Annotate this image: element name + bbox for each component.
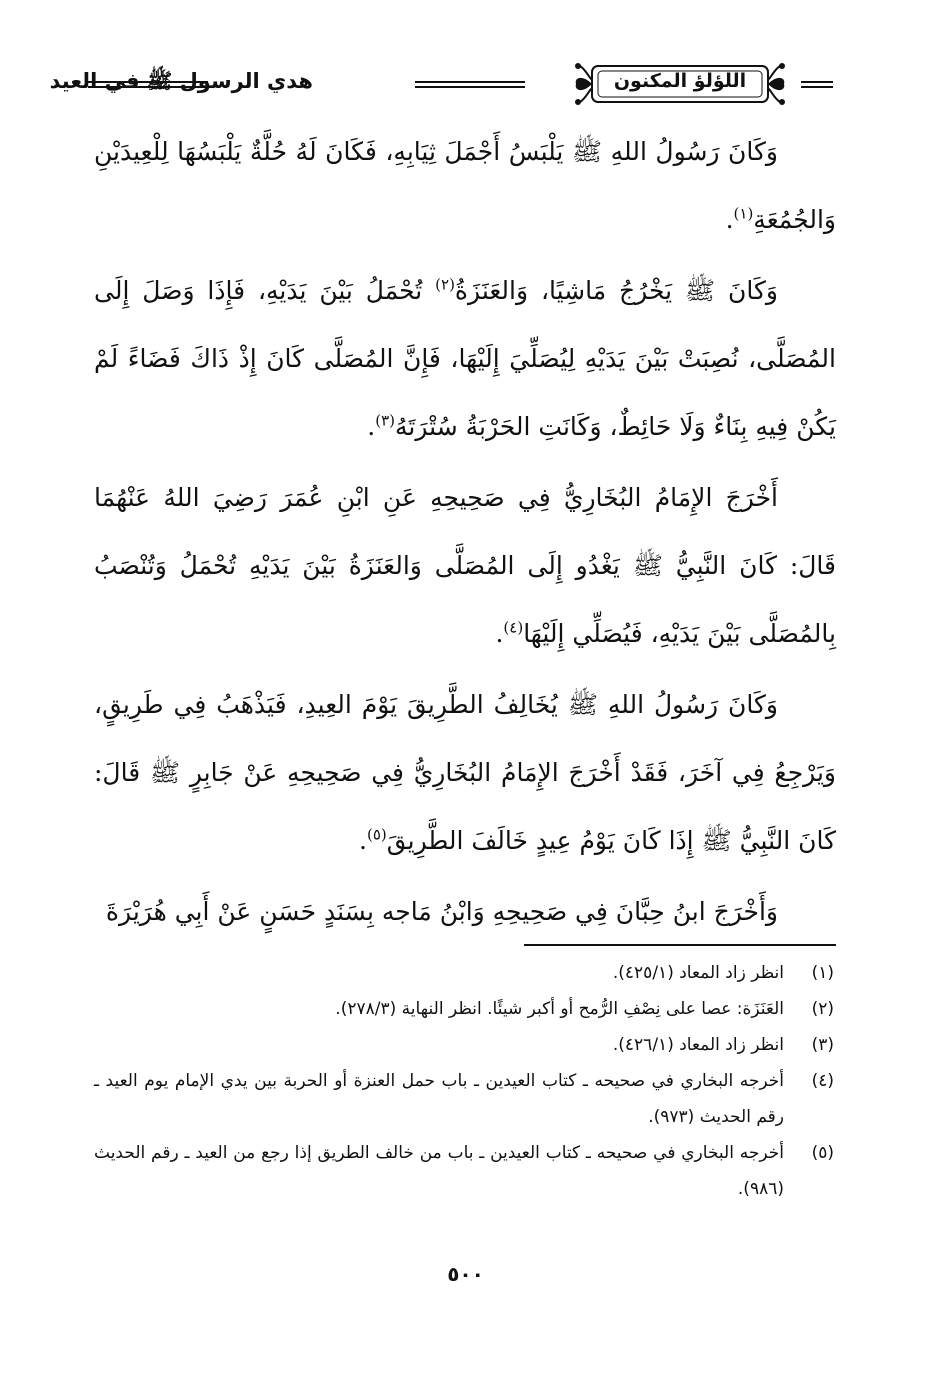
footnote-4	[94, 1063, 834, 1135]
paragraph-2-text-b: تُحْمَلُ بَيْنَ يَدَيْهِ، فَإِذَا وَصَلَ إِلَى المُصَلَّى، نُصِبَتْ بَيْنَ يَدَيْهِ لِيُصَلِّيَ إِلَيْهَا، فَإِنَّ المُصَلَّى كَانَ إِذْ ذَاكَ فَضَاءً لَمْ يَكُنْ فِيهِ بِنَاءٌ وَلَا حَائِطٌ، وَكَانَتِ الحَرْبَةُ سُتْرَتَهُ	[94, 276, 836, 441]
footnotes	[94, 955, 834, 1207]
paragraph-2-text-a: وَكَانَ ﷺ يَخْرُجُ مَاشِيًا، وَالعَنَزَةُ	[454, 276, 778, 305]
page-number: ٥٠٠	[447, 1262, 484, 1286]
paragraph-4-text: وَكَانَ رَسُولُ اللهِ ﷺ يُخَالِفُ الطَّرِيقَ يَوْمَ العِيدِ، فَيَذْهَبُ فِي طَرِيقٍ، وَيَرْجِعُ فِي آخَرَ، فَقَدْ أَخْرَجَ الإِمَامُ البُخَارِيُّ فِي صَحِيحِهِ عَنْ جَابِرٍ ﷺ قَالَ: كَانَ النَّبِيُّ ﷺ إِذَا كَانَ يَوْمُ عِيدٍ خَالَفَ الطَّرِيقَ	[94, 690, 836, 855]
running-header	[49, 58, 833, 110]
paragraph-4	[94, 671, 836, 875]
footnote-number: (٣)	[811, 1035, 834, 1055]
paragraph-1	[94, 118, 836, 254]
paragraph-5	[94, 878, 836, 946]
footnote-number: (٤)	[811, 1071, 834, 1091]
footnote-ref-1: (١)	[733, 204, 754, 223]
footnote-text: أخرجه البخاري في صحيحه ـ كتاب العيدين ـ باب حمل العنزة أو الحربة بين يدي الإمام يوم العيد ـ رقم الحديث (٩٧٣).	[94, 1071, 784, 1127]
book-title-badge	[570, 58, 790, 110]
header-rule-right	[801, 81, 833, 88]
paragraph-3-end: .	[495, 619, 504, 648]
footnote-ref-5: (٥)	[367, 825, 387, 844]
footnote-separator	[524, 944, 836, 946]
footnote-text: أخرجه البخاري في صحيحه ـ كتاب العيدين ـ باب من خالف الطريق إذا رجع من العيد ـ رقم الحديث (٩٨٦).	[94, 1143, 784, 1199]
paragraph-2-end: .	[367, 412, 376, 441]
footnote-5	[94, 1135, 834, 1207]
footnote-1	[94, 955, 834, 991]
paragraph-3-text: أَخْرَجَ الإِمَامُ البُخَارِيُّ فِي صَحِيحِهِ عَنِ ابْنِ عُمَرَ رَضِيَ اللهُ عَنْهُمَا قَالَ: كَانَ النَّبِيُّ ﷺ يَغْدُو إِلَى المُصَلَّى وَالعَنَزَةُ بَيْنَ يَدَيْهِ تُحْمَلُ وَتُنْصَبُ بِالمُصَلَّى بَيْنَ يَدَيْهِ، فَيُصَلِّي إِلَيْهَا	[94, 483, 836, 648]
paragraph-3	[94, 464, 836, 668]
footnote-ref-4: (٤)	[503, 618, 524, 637]
footnote-number: (١)	[811, 963, 834, 983]
header-rule-middle	[415, 81, 525, 88]
main-text	[94, 118, 836, 949]
footnote-text: العَنَزَة: عصا على نِصْفِ الرُّمح أو أكبر شيئًا. انظر النهاية (٢٧٨/٣).	[335, 999, 784, 1019]
footnote-ref-2: (٢)	[435, 275, 455, 294]
paragraph-4-end: .	[359, 826, 367, 855]
footnote-2	[94, 991, 834, 1027]
paragraph-5-text: وَأَخْرَجَ ابنُ حِبَّانَ فِي صَحِيحِهِ وَابْنُ مَاجه بِسَنَدٍ حَسَنٍ عَنْ أَبِي هُرَيْرَةَ	[105, 897, 778, 926]
paragraph-1-text: وَكَانَ رَسُولُ اللهِ ﷺ يَلْبَسُ أَجْمَلَ ثِيَابِهِ، فَكَانَ لَهُ حُلَّةٌ يَلْبَسُهَا لِلْعِيدَيْنِ وَالجُمُعَةِ	[94, 137, 836, 234]
paragraph-2	[94, 257, 836, 461]
footnote-ref-3: (٣)	[375, 411, 396, 430]
paragraph-1-end: .	[725, 205, 734, 234]
footnote-text: انظر زاد المعاد (٤٢٥/١).	[612, 963, 784, 983]
footnote-number: (٥)	[811, 1143, 834, 1163]
chapter-title: هدي الرسول ﷺ في العيد	[49, 69, 313, 93]
book-title: اللؤلؤ المكنون	[613, 70, 747, 92]
footnote-number: (٢)	[811, 999, 834, 1019]
footnote-text: انظر زاد المعاد (٤٢٦/١).	[612, 1035, 784, 1055]
footnote-3	[94, 1027, 834, 1063]
